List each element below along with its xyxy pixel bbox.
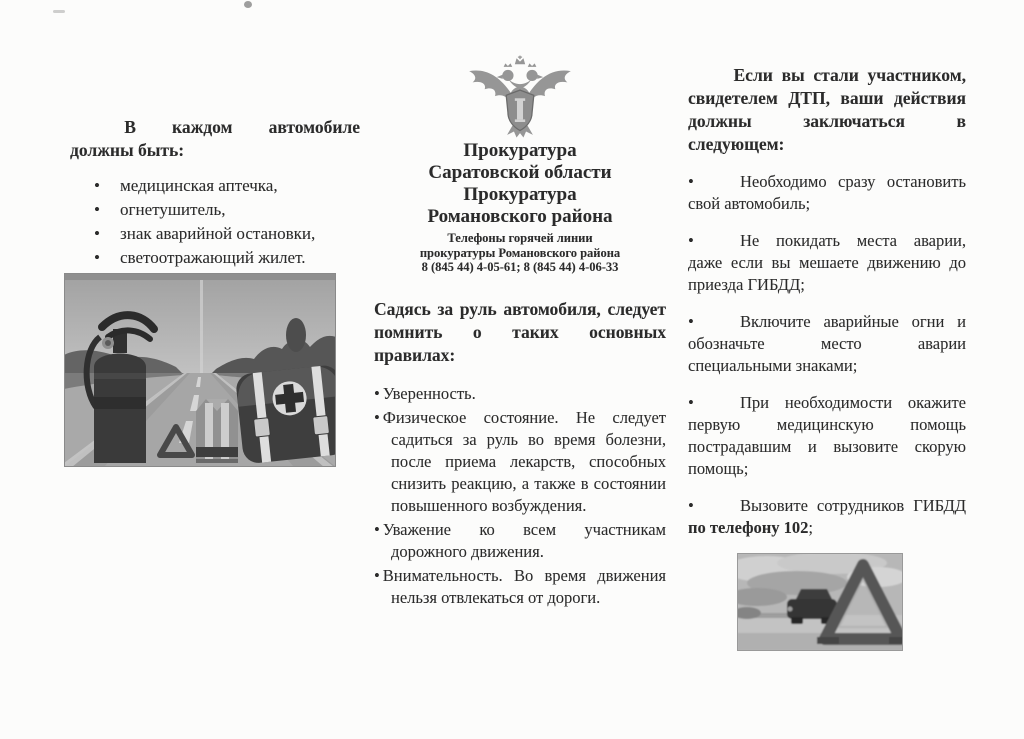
org-title-line: Прокуратура (463, 184, 577, 205)
bullet-icon: • (688, 393, 694, 412)
hotline-info (374, 231, 666, 275)
hotline-line: прокуратуры Романовского района (419, 245, 621, 260)
left-panel (70, 116, 360, 272)
hotline-line: Телефоны горячей линии (447, 231, 593, 245)
bullet-icon: • (94, 200, 100, 219)
prosecutor-eagle-emblem-icon (464, 54, 576, 140)
step-item (688, 171, 966, 215)
list-item (94, 248, 360, 268)
center-panel-header (374, 54, 666, 275)
org-title-line: Саратовской области (428, 162, 612, 183)
rule-text: Уверенность. (382, 384, 476, 403)
rule-item (374, 565, 666, 609)
driving-rules-intro: Садясь за руль автомобиля, следует помнить о таких основных правилах: (374, 299, 666, 365)
bullet-icon: • (374, 566, 380, 585)
bullet-icon: • (94, 224, 100, 243)
rule-text: Внимательность. Во время движения нельзя отвлекаться от дороги. (382, 566, 666, 607)
list-item (94, 224, 360, 244)
step-text: Необходимо сразу остановить свой автомобиль; (688, 172, 966, 213)
first-aid-kit-shape (235, 364, 336, 464)
car-requirements-heading: В каждом автомобиле должны быть: (70, 117, 360, 160)
step-item (688, 311, 966, 377)
org-title-line: Романовского района (427, 206, 613, 227)
step-text: ; (808, 518, 813, 537)
bullet-icon: • (94, 176, 100, 195)
list-item (94, 200, 360, 220)
scan-artifact-smudge (53, 10, 65, 13)
accident-triangle-photo (737, 553, 903, 651)
org-title-line: Прокуратура (463, 140, 577, 161)
list-item-label: знак аварийной остановки, (120, 224, 316, 243)
list-item-label: огнетушитель, (120, 200, 226, 219)
phone-102-emphasis: по телефону 102 (688, 518, 809, 537)
accident-actions-section (688, 64, 966, 539)
fire-extinguisher-shape (87, 315, 154, 463)
list-item (94, 176, 360, 196)
bullet-icon: • (688, 312, 694, 331)
step-item-call-gibdd (688, 495, 966, 539)
rule-item (374, 407, 666, 517)
rule-item (374, 519, 666, 563)
bullet-icon: • (688, 231, 694, 250)
step-text: При необходимости окажите первую медицинскую помощь пострадавшим и вызовите скорую помощь; (688, 393, 966, 478)
bullet-icon: • (374, 520, 380, 539)
scan-artifact-dot (244, 1, 252, 8)
hotline-phone-numbers: 8 (845 44) 4-05-61; 8 (845 44) 4-06-33 (421, 260, 619, 274)
driving-rules-section (374, 298, 666, 611)
rule-item (374, 383, 666, 405)
accident-actions-heading: Если вы стали участником, свидетелем ДТП, ваши действия должны заключаться в следующем: (688, 65, 966, 154)
step-text: Не покидать места аварии, даже если вы мешаете движению до приезда ГИБДД; (688, 231, 966, 294)
bullet-icon: • (374, 408, 380, 427)
driving-rules-list (374, 383, 666, 609)
bullet-icon: • (94, 248, 100, 267)
bullet-icon: • (688, 172, 694, 191)
reflective-vest-shape (196, 399, 238, 463)
rule-text: Физическое состояние. Не следует садиться за руль во время болезни, после приема лекарств, способных снизить реакцию, а также в состоянии повышенного возбуждения. (382, 408, 666, 515)
rule-text: Уважение ко всем участникам дорожного движения. (382, 520, 666, 561)
bullet-icon: • (374, 384, 380, 403)
car-requirements-list (70, 176, 360, 268)
car-safety-kit-photo (64, 273, 336, 467)
step-text: Включите аварийные огни и обозначьте место аварии специальными знаками; (688, 312, 966, 375)
step-item (688, 230, 966, 296)
list-item-label: медицинская аптечка, (120, 176, 278, 195)
step-text: Вызовите сотрудников ГИБДД (740, 496, 966, 515)
bullet-icon: • (688, 496, 694, 515)
list-item-label: светоотражающий жилет. (120, 248, 306, 267)
step-item (688, 392, 966, 480)
